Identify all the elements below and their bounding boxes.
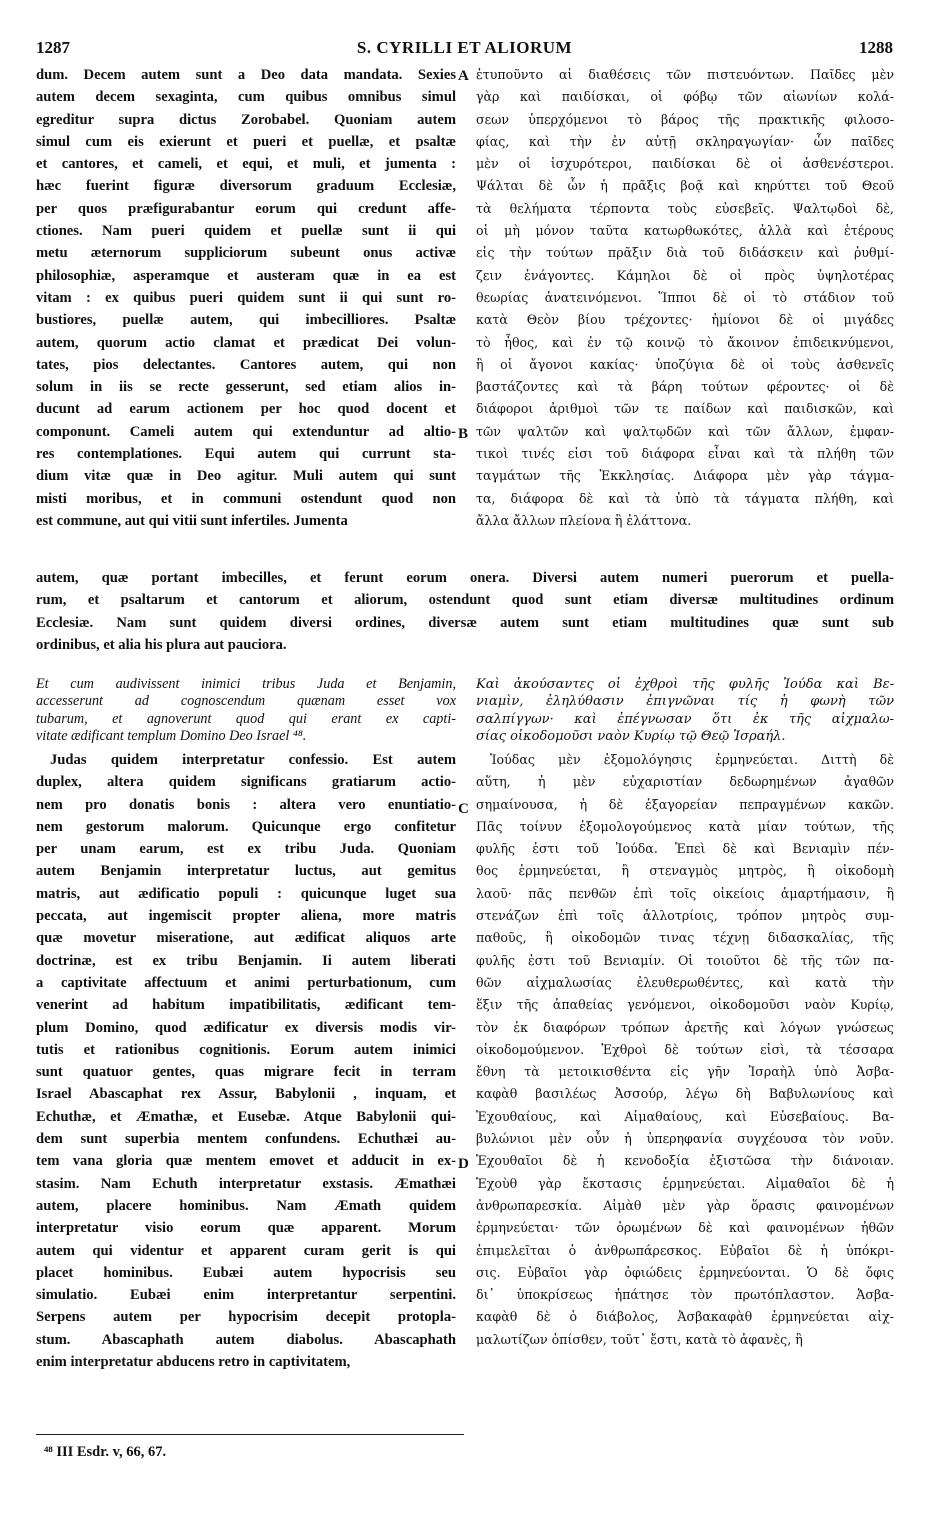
greek-text-line: μὲν οἱ ἰσχυρότεροι, παιδίσκαι δὲ οἱ ἀσθενέστεροι. bbox=[476, 156, 894, 172]
greek-text-line: καφὰθ δὲ ὁ διάβολος, Ἀσβακαφὰθ ἑρμηνεύεται αἰχ- bbox=[476, 1309, 894, 1325]
greek-text-line: φίας, καὶ τὴν ἐν αὐτῇ σκληραγωγίαν· ὧν παῖδες bbox=[476, 133, 894, 149]
greek-text-line: τῶν ψαλτῶν καὶ ψαλτῳδῶν καὶ τῶν ἄλλων, ἐμφαν- bbox=[476, 423, 894, 439]
running-title: S. CYRILLI ET ALIORUM bbox=[356, 38, 573, 57]
latin-text-line: hæc fuerint figuræ diversorum graduum Ecclesiæ, bbox=[36, 178, 456, 195]
latin-text-line: stum. Abascaphath autem diabolus. Abascaphath bbox=[36, 1331, 456, 1348]
greek-text-line: Πᾶς τοίνυν ἐξομολογούμενος κατὰ μίαν τούτων, τῆς bbox=[476, 818, 894, 834]
upper-full-width-text bbox=[36, 567, 894, 656]
latin-text-line: per quos præfigurabantur eorum qui credunt affe- bbox=[36, 200, 456, 217]
greek-caption-line: νιαμὶν, ἐληλύθασιν ἐπιγνῶναι τίς ἡ φωνὴ τῶν bbox=[476, 694, 894, 710]
latin-text-line: duplex, altera quidem significans gratiarum actio- bbox=[36, 774, 456, 791]
latin-text-line: a captivitate affectuum et animi perturbationum, cum bbox=[36, 974, 456, 991]
greek-text-line: ἢ οἱ ἄγονοι κακίας· ὑποζύγια δὲ οἱ τοὺς ἀσθενεῖς bbox=[476, 356, 894, 372]
latin-scripture-caption bbox=[36, 676, 456, 746]
latin-text-line: bustiores, puellæ autem, qui imbecilliores. Psaltæ bbox=[36, 312, 456, 329]
latin-text-line: solum in iis se recte gesserunt, sed etiam alios in- bbox=[36, 379, 456, 396]
latin-text-line: nem pro donatis bonis : altera vero enuntiatio- bbox=[36, 796, 456, 813]
greek-text-line: τα, διάφορα δὲ καὶ τὰ ὑπὸ τὰ τάγματα πλήθη, καὶ bbox=[476, 490, 894, 506]
latin-text-line: tutis et rationibus cognitionis. Eorum autem inimici bbox=[36, 1041, 456, 1058]
upper-greek-column bbox=[476, 64, 894, 532]
greek-text-line: φυλῆς ἐστι τοῦ Βενιαμίν. Οἱ τοιοῦτοι δὲ τῆς τῶν πα- bbox=[476, 952, 894, 968]
latin-text-line: Serpens autem per hypocrisim decepit protopla- bbox=[36, 1309, 456, 1326]
greek-text-line: ἀνθρωπαρεσκία. Αἰμὰθ μὲν γὰρ ὅρασις φαινομένων bbox=[476, 1197, 894, 1213]
greek-text-line: δι᾿ ὑποκρίσεως ἠπάτησε τὸν πρωτόπλαστον. Ἀσβα- bbox=[476, 1287, 894, 1303]
greek-text-line: τικοὶ τινές εἰσι τοῦ διάφορα εἶναι καὶ τὰ πλήθη τῶν bbox=[476, 446, 894, 462]
margin-marker-a: A bbox=[458, 68, 469, 84]
greek-text-line: λαοῦ· πᾶς πενθῶν ἐπὶ τοῖς οἰκείοις ἁμαρτήμασιν, ἢ bbox=[476, 885, 894, 901]
latin-text-line: per unam earum, est ex tribu Juda. Quoniam bbox=[36, 841, 456, 858]
greek-text-line: αὕτη, ἡ μὲν εὐχαριστίαν δεδωρημένων ἀγαθῶν bbox=[476, 774, 894, 790]
greek-text-line: βυλώνιοι μὲν οὖν ἡ ὑπερηφανία συγχέουσα τὸν νοῦν. bbox=[476, 1131, 894, 1147]
lower-latin-column bbox=[36, 749, 456, 1373]
latin-text-line: philosophiæ, asperamque et austeram quæ in ea est bbox=[36, 267, 456, 284]
latin-text-line: est commune, aut qui vitii sunt infertiles. Jumenta bbox=[36, 512, 348, 529]
latin-caption-line: Et cum audivissent inimici tribus Juda et Benjamin, bbox=[36, 676, 456, 692]
latin-text-line: doctrinæ, est ex tribu Benjamin. Ii autem liberati bbox=[36, 952, 456, 969]
latin-text-line: autem, placere hominibus. Nam Æmath quidem bbox=[36, 1197, 456, 1214]
latin-text-line: ctiones. Nam pueri quidem et puellæ sunt ii qui bbox=[36, 223, 456, 240]
greek-text-line: ἐπιμελεῖται ὁ ἀνθρωπάρεσκος. Εὐβαῖοι δὲ ἡ ὑπόκρι- bbox=[476, 1242, 894, 1258]
greek-text-line: εἰς τὴν τούτων πρᾶξιν διὰ τοῦ διδάσκειν καὶ ῥυθμί- bbox=[476, 245, 894, 261]
greek-text-line: ἔθνη τὰ μετοικισθέντα εἰς γῆν Ἰσραὴλ ὑπὸ Ἀσβα- bbox=[476, 1064, 894, 1080]
full-width-text-line: ordinibus, et alia his plura aut pauciora. bbox=[36, 636, 287, 653]
latin-text-line: Echuthæ, et Æmathæ, et Eusebæ. Atque Babylonii qui- bbox=[36, 1108, 456, 1125]
greek-caption-line: σίας οἰκοδομοῦσι ναὸν Κυρίῳ τῷ Θεῷ Ἰσραήλ. bbox=[476, 729, 786, 745]
greek-scripture-caption bbox=[476, 676, 894, 746]
greek-text-line: φυλῆς ἐστι τοῦ Ἰούδα. Ἐπεὶ δὲ καὶ Βενιαμὶν πέν- bbox=[476, 841, 894, 857]
greek-text-line: ἄλλα ἄλλων πλείονα ἢ ἐλάττονα. bbox=[476, 512, 692, 528]
latin-text-line: misti moribus, et in communi ostendunt quod non bbox=[36, 490, 456, 507]
latin-text-line: nem gestorum malorum. Quicunque ergo confitetur bbox=[36, 818, 456, 835]
greek-text-line: σημαίνουσα, ἡ δὲ ἐξαγορείαν πεπραγμένων κακῶν. bbox=[476, 796, 894, 812]
greek-text-line: διάφοροι ἀριθμοὶ τῶν τε παίδων καὶ παιδισκῶν, καὶ bbox=[476, 401, 894, 417]
latin-text-line: autem decem sexaginta, cum quibus omnibus simul bbox=[36, 89, 456, 106]
latin-text-line: dum. Decem autem sunt a Deo data mandata. Sexies bbox=[36, 67, 456, 83]
latin-text-line: autem Benjamin interpretatur luctus, aut gemitus bbox=[36, 863, 456, 880]
latin-text-line: matris, aut ædificatio populi : quicunque luget sua bbox=[36, 885, 456, 902]
full-width-text-line: rum, et psaltarum et cantorum et aliorum, ostendunt quod sunt etiam diversæ multitudines ordinum bbox=[36, 592, 894, 609]
greek-text-line: καφὰθ βασιλέως Ἀσσούρ, λέγω δὴ Βαβυλωνίους καὶ bbox=[476, 1086, 894, 1102]
page-number-right: 1288 bbox=[859, 38, 893, 57]
latin-text-line: peccata, aut ingemiscit propter aliena, more matris bbox=[36, 908, 456, 925]
latin-text-line: vitam : ex quibus pueri quidem sunt ii qui sunt ro- bbox=[36, 289, 456, 306]
latin-text-line: metu æternorum suppliciorum subeunt onus activæ bbox=[36, 245, 456, 262]
latin-text-line: simulatio. Eubæi enim interpretantur serpentini. bbox=[36, 1287, 456, 1304]
latin-text-line: interpretatur visio eorum quæ apparent. Morum bbox=[36, 1220, 456, 1237]
greek-caption-line: σαλπίγγων· καὶ ἐπέγνωσαν ὅτι ἐκ τῆς αἰχμαλω- bbox=[476, 711, 894, 727]
greek-text-line: θῶν αἰχμαλωσίας ἐλευθερωθέντες, καὶ κατὰ τὴν bbox=[476, 974, 894, 990]
greek-text-line: θος ἑρμηνεύεται, ἢ στεναγμὸς μητρὸς, ἢ οἰκοδομὴ bbox=[476, 863, 894, 879]
greek-text-line: Ἐχουθαίους, καὶ Αἰμαθαίους, καὶ Εὐσεβαίους. Βα- bbox=[476, 1108, 894, 1124]
greek-text-line: ἑρμηνεύεται· τῶν ὁρωμένων δὲ καὶ φαινομένων ἠθῶν bbox=[476, 1220, 894, 1236]
greek-text-line: τὸν ἐκ διαφόρων τρόπων ἀρετῆς καὶ λόγων γνώσεως bbox=[476, 1019, 894, 1035]
greek-text-line: τὰ θελήματα τέρποντα τοὺς εὐσεβεῖς. Ψαλτῳδοὶ δὲ, bbox=[476, 200, 894, 216]
latin-text-line: stasim. Nam Echuth interpretatur exstasis. Æmathæi bbox=[36, 1175, 456, 1192]
greek-text-line: σις. Εὐβαῖοι γὰρ ὀφιώδεις ἑρμηνεύονται. Ὁ δὲ ὄφις bbox=[476, 1264, 894, 1280]
greek-text-line: στενάζων ἐπὶ τοῖς ἀλλοτρίοις, τρόπον μητρὸς συμ- bbox=[476, 908, 894, 924]
greek-text-line: Ἰούδας μὲν ἐξομολόγησις ἑρμηνεύεται. Διττὴ δὲ bbox=[490, 752, 894, 767]
greek-text-line: οἱ μὴ μόνον ταῦτα κατωρθωκότες, ἀλλὰ καὶ ἑτέρους bbox=[476, 223, 894, 239]
latin-text-line: autem qui videntur et apparent curam gerit is qui bbox=[36, 1242, 456, 1259]
latin-text-line: venerint ad habitum impatibilitatis, ædificant tem- bbox=[36, 997, 456, 1014]
footnote-rule bbox=[36, 1434, 464, 1435]
lower-greek-column bbox=[476, 749, 894, 1351]
latin-text-line: sunt quatuor gentes, quas migrare fecit in terram bbox=[36, 1064, 456, 1081]
latin-caption-line: tubarum, et agnoverunt quod qui erant ex capti- bbox=[36, 710, 456, 727]
greek-text-line: Ἐχοὺθ γὰρ ἔκστασις ἑρμηνεύεται. Αἰμαθαῖοι δὲ ἡ bbox=[476, 1175, 894, 1191]
page-number-left: 1287 bbox=[36, 38, 70, 57]
latin-text-line: ducunt ad earum actionem per hoc quod docent et bbox=[36, 401, 456, 418]
latin-text-line: et cantores, et cameli, et equi, et muli, et jumenta : bbox=[36, 156, 456, 173]
greek-text-line: ἐτυποῦντο αἱ διαθέσεις τῶν πιστευόντων. Παῖδες μὲν bbox=[476, 67, 894, 82]
greek-text-line: κατὰ Θεὸν βίου τρέχοντες· ἡμίονοι δὲ οἱ μιγάδες bbox=[476, 312, 894, 328]
greek-text-line: ταγμάτων τῆς Ἐκκλησίας. Διάφορα μὲν γὰρ τάγμα- bbox=[476, 468, 894, 484]
latin-text-line: quæ movetur miseratione, aut ædificat aliquos arte bbox=[36, 930, 456, 947]
latin-text-line: egreditur supra dictus Zorobabel. Quoniam autem bbox=[36, 111, 456, 128]
greek-caption-line: Καὶ ἀκούσαντες οἱ ἐχθροὶ τῆς φυλῆς Ἰούδα καὶ Βε- bbox=[476, 677, 894, 692]
latin-caption-line: accesserunt ad cognoscendum quænam esset vox bbox=[36, 693, 456, 710]
latin-text-line: Israel Abascaphat rex Assur, Babylonii , inquam, et bbox=[36, 1086, 456, 1103]
margin-marker-c: C bbox=[458, 801, 469, 817]
greek-text-line: Ψάλται δὲ ὧν ἡ πρᾶξις βοᾷ καὶ κηρύττει τοῦ Θεοῦ bbox=[476, 178, 894, 194]
upper-latin-column bbox=[36, 64, 456, 532]
latin-text-line: enim interpretatur abducens retro in captivitatem, bbox=[36, 1354, 351, 1371]
greek-text-line: γὰρ καὶ παιδίσκαι, οἱ φόβῳ τῶν αἰωνίων κολά- bbox=[476, 89, 894, 105]
latin-text-line: componunt. Cameli autem qui extenduntur ad altio- bbox=[36, 423, 456, 440]
greek-text-line: παθοῦς, ἢ οἰκοδομῶν τινας τέχνῃ διδασκαλίας, τῆς bbox=[476, 930, 894, 946]
latin-text-line: simul cum eis exierunt et pueri et puellæ, et psaltæ bbox=[36, 133, 456, 150]
greek-text-line: βαστάζοντες καὶ τὰ βάρη τούτων φέροντες· οἱ δὲ bbox=[476, 379, 894, 395]
footnote: ⁴⁸ III Esdr. v, 66, 67. bbox=[44, 1444, 167, 1460]
latin-text-line: Judas quidem interpretatur confessio. Est autem bbox=[50, 752, 456, 768]
greek-text-line: μαλωτίζων ὀπίσθεν, τοῦτ᾿ ἔστι, κατὰ τὸ ἀφανὲς, ἢ bbox=[476, 1331, 803, 1347]
latin-text-line: dium vitæ quæ in Deo agitur. Muli autem qui sunt bbox=[36, 468, 456, 485]
running-header bbox=[36, 38, 893, 62]
latin-text-line: tates, pios delectantes. Cantores autem, qui non bbox=[36, 356, 456, 373]
margin-marker-b: B bbox=[458, 426, 469, 442]
greek-text-line: Ἐχουθαῖοι δὲ ἡ κενοδοξία ἐξιστῶσα τὴν διάνοιαν. bbox=[476, 1153, 894, 1169]
greek-text-line: σεων ὑπερχόμενοι τὸ βάρος τῆς πρακτικῆς φιλοσο- bbox=[476, 111, 894, 127]
latin-text-line: res contemplationes. Equi autem qui currunt sta- bbox=[36, 446, 456, 463]
margin-marker-d: D bbox=[458, 1156, 469, 1172]
latin-text-line: placet hominibus. Eubæi autem hypocrisis seu bbox=[36, 1264, 456, 1281]
full-width-text-line: Ecclesiæ. Nam sunt quidem diversi ordines, diversæ autem sunt etiam multitudines quæ sunt sub bbox=[36, 614, 894, 631]
latin-caption-line: vitate ædificant templum Domino Deo Israel ⁴⁸. bbox=[36, 728, 307, 745]
latin-text-line: tem vana gloria quæ mentem emovet et adducit in ex- bbox=[36, 1153, 456, 1170]
latin-text-line: autem, quorum actio clamat et prædicat Dei volun- bbox=[36, 334, 456, 351]
greek-text-line: οἰκοδομούμενον. Ἐχθροὶ δὲ τούτων εἰσὶ, τὰ τέσσαρα bbox=[476, 1041, 894, 1057]
greek-text-line: ἕξιν τῆς ἀπαθείας γενόμενοι, οἰκοδομοῦσι ναὸν Κυρίῳ, bbox=[476, 997, 894, 1013]
greek-text-line: θεωρίας ἀνατεινόμενοι. Ἵπποι δὲ οἱ τὸ στάδιον τοῦ bbox=[476, 289, 894, 305]
full-width-text-line: autem, quæ portant imbecilles, et ferunt eorum onera. Diversi autem numeri puerorum et puella- bbox=[36, 570, 894, 586]
greek-text-line: τὸ ἦθος, καὶ ἐν τῷ κοινῷ τὸ ἄκοινον ἐπιδεικνύμενοι, bbox=[476, 334, 894, 350]
greek-text-line: ζειν ἐνάγοντες. Κάμηλοι δὲ οἱ πρὸς ὑψηλοτέρας bbox=[476, 267, 894, 283]
latin-text-line: dem sunt superbia mentem confundens. Echuthæi au- bbox=[36, 1131, 456, 1148]
latin-text-line: plum Domino, quod ædificatur ex diversis modis vir- bbox=[36, 1019, 456, 1036]
